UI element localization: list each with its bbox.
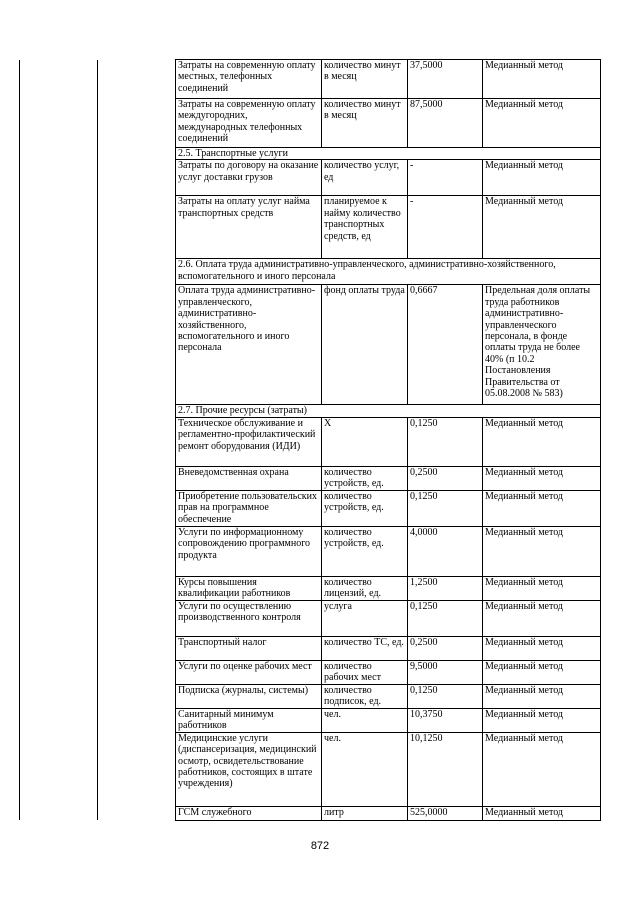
method-cell: Медианный метод	[483, 600, 601, 636]
value-cell: 9,5000	[408, 660, 483, 684]
value-cell: 525,0000	[408, 806, 483, 820]
blank-cell-1	[20, 526, 98, 576]
unit-cell: количество подписок, ед.	[322, 684, 408, 708]
value-cell: 0,1250	[408, 684, 483, 708]
cost-name-cell: Курсы повышения квалификации работников	[176, 576, 322, 600]
method-cell: Медианный метод	[483, 490, 601, 526]
table-row	[20, 285, 601, 405]
section-heading: 2.6. Оплата труда административно-управленческого, административно-хозяйственного, вспомогательного и иного персонала	[176, 259, 601, 285]
cost-name-cell: Подписка (журналы, системы)	[176, 684, 322, 708]
table-row	[20, 600, 601, 636]
blank-cell-2	[98, 732, 176, 806]
cost-name-cell: ГСМ служебного	[176, 806, 322, 820]
section-row	[20, 148, 601, 160]
cost-name-cell: Вневедомственная охрана	[176, 466, 322, 490]
cost-name-cell: Транспортный налог	[176, 636, 322, 660]
table-row	[20, 576, 601, 600]
blank-cell-1	[20, 99, 98, 148]
blank-cell-2	[98, 576, 176, 600]
value-cell: 0,6667	[408, 285, 483, 405]
blank-cell-2	[98, 490, 176, 526]
method-cell: Медианный метод	[483, 806, 601, 820]
unit-cell: количество устройств, ед.	[322, 466, 408, 490]
table-row	[20, 99, 601, 148]
cost-name-cell: Затраты на современную оплату междугородних, международных телефонных соединений	[176, 99, 322, 148]
blank-cell-1	[20, 732, 98, 806]
section-heading: 2.5. Транспортные услуги	[176, 148, 601, 160]
blank-cell-2	[98, 660, 176, 684]
blank-cell-1	[20, 148, 98, 160]
value-cell: 1,2500	[408, 576, 483, 600]
blank-cell-2	[98, 806, 176, 820]
value-cell: 0,2500	[408, 466, 483, 490]
table-row	[20, 660, 601, 684]
value-cell: 87,5000	[408, 99, 483, 148]
table-row	[20, 732, 601, 806]
method-cell: Медианный метод	[483, 684, 601, 708]
value-cell: -	[408, 160, 483, 196]
method-cell: Медианный метод	[483, 466, 601, 490]
section-row	[20, 259, 601, 285]
table-row	[20, 636, 601, 660]
blank-cell-2	[98, 636, 176, 660]
value-cell: 4,0000	[408, 526, 483, 576]
method-cell: Медианный метод	[483, 60, 601, 99]
method-cell: Медианный метод	[483, 526, 601, 576]
unit-cell: количество устройств, ед.	[322, 490, 408, 526]
value-cell: 0,1250	[408, 490, 483, 526]
blank-cell-2	[98, 708, 176, 732]
value-cell: 0,2500	[408, 636, 483, 660]
blank-cell-2	[98, 405, 176, 417]
cost-name-cell: Техническое обслуживание и регламентно-профилактический ремонт оборудования (ИДИ)	[176, 417, 322, 466]
blank-cell-2	[98, 160, 176, 196]
blank-cell-2	[98, 526, 176, 576]
unit-cell: чел.	[322, 708, 408, 732]
unit-cell: X	[322, 417, 408, 466]
cost-name-cell: Оплата труда административно-управленческого, административно-хозяйственного, вспомогательного и иного персонала	[176, 285, 322, 405]
method-cell: Медианный метод	[483, 636, 601, 660]
unit-cell: количество услуг, ед	[322, 160, 408, 196]
method-cell: Медианный метод	[483, 576, 601, 600]
cost-name-cell: Медицинские услуги (диспансеризация, медицинский осмотр, освидетельствование работников, состоящих в штате учреждения)	[176, 732, 322, 806]
page-number: 872	[310, 840, 330, 852]
section-row	[20, 405, 601, 417]
unit-cell: фонд оплаты труда	[322, 285, 408, 405]
table-row	[20, 417, 601, 466]
unit-cell: литр	[322, 806, 408, 820]
value-cell: 0,1250	[408, 600, 483, 636]
cost-name-cell: Затраты по договору на оказание услуг доставки грузов	[176, 160, 322, 196]
value-cell: 10,3750	[408, 708, 483, 732]
method-cell: Медианный метод	[483, 196, 601, 259]
cost-name-cell: Затраты на оплату услуг найма транспортных средств	[176, 196, 322, 259]
blank-cell-1	[20, 417, 98, 466]
value-cell: 10,1250	[408, 732, 483, 806]
blank-cell-1	[20, 490, 98, 526]
blank-cell-2	[98, 417, 176, 466]
method-cell: Медианный метод	[483, 660, 601, 684]
cost-name-cell: Затраты на современную оплату местных, телефонных соединений	[176, 60, 322, 99]
method-cell: Медианный метод	[483, 99, 601, 148]
norms-table	[19, 59, 601, 821]
blank-cell-2	[98, 148, 176, 160]
blank-cell-2	[98, 684, 176, 708]
method-cell: Предельная доля оплаты труда работников административно-управленческого персонала, в фонде оплаты труда не более 40% (п 10.2 Постановления Правительства от 05.08.2008 № 583)	[483, 285, 601, 405]
method-cell: Медианный метод	[483, 732, 601, 806]
value-cell: -	[408, 196, 483, 259]
cost-name-cell: Услуги по осуществлению производственного контроля	[176, 600, 322, 636]
blank-cell-2	[98, 285, 176, 405]
value-cell: 37,5000	[408, 60, 483, 99]
table-row	[20, 806, 601, 820]
cost-name-cell: Санитарный минимум работников	[176, 708, 322, 732]
blank-cell-2	[98, 99, 176, 148]
unit-cell: количество устройств, ед.	[322, 526, 408, 576]
blank-cell-1	[20, 160, 98, 196]
blank-cell-1	[20, 708, 98, 732]
blank-cell-2	[98, 60, 176, 99]
table-row	[20, 708, 601, 732]
unit-cell: услуга	[322, 600, 408, 636]
blank-cell-1	[20, 196, 98, 259]
method-cell: Медианный метод	[483, 708, 601, 732]
blank-cell-2	[98, 196, 176, 259]
unit-cell: чел.	[322, 732, 408, 806]
cost-name-cell: Приобретение пользовательских прав на программное обеспечение	[176, 490, 322, 526]
table-row	[20, 60, 601, 99]
blank-cell-1	[20, 600, 98, 636]
blank-cell-1	[20, 60, 98, 99]
blank-cell-1	[20, 660, 98, 684]
unit-cell: планируемое к найму количество транспортных средств, ед	[322, 196, 408, 259]
table-row	[20, 526, 601, 576]
cost-name-cell: Услуги по оценке рабочих мест	[176, 660, 322, 684]
blank-cell-1	[20, 636, 98, 660]
unit-cell: количество лицензий, ед.	[322, 576, 408, 600]
blank-cell-2	[98, 259, 176, 285]
method-cell: Медианный метод	[483, 160, 601, 196]
table-row	[20, 684, 601, 708]
blank-cell-1	[20, 684, 98, 708]
table-body	[20, 60, 601, 821]
blank-cell-2	[98, 466, 176, 490]
blank-cell-1	[20, 259, 98, 285]
table-row	[20, 466, 601, 490]
blank-cell-1	[20, 806, 98, 820]
table-row	[20, 196, 601, 259]
section-heading: 2.7. Прочие ресурсы (затраты)	[176, 405, 601, 417]
value-cell: 0,1250	[408, 417, 483, 466]
unit-cell: количество минут в месяц	[322, 60, 408, 99]
table-row	[20, 490, 601, 526]
blank-cell-1	[20, 576, 98, 600]
cost-name-cell: Услуги по информационному сопровождению программного продукта	[176, 526, 322, 576]
blank-cell-1	[20, 285, 98, 405]
blank-cell-1	[20, 405, 98, 417]
method-cell: Медианный метод	[483, 417, 601, 466]
unit-cell: количество ТС, ед.	[322, 636, 408, 660]
table-row	[20, 160, 601, 196]
unit-cell: количество рабочих мест	[322, 660, 408, 684]
blank-cell-2	[98, 600, 176, 636]
blank-cell-1	[20, 466, 98, 490]
unit-cell: количество минут в месяц	[322, 99, 408, 148]
